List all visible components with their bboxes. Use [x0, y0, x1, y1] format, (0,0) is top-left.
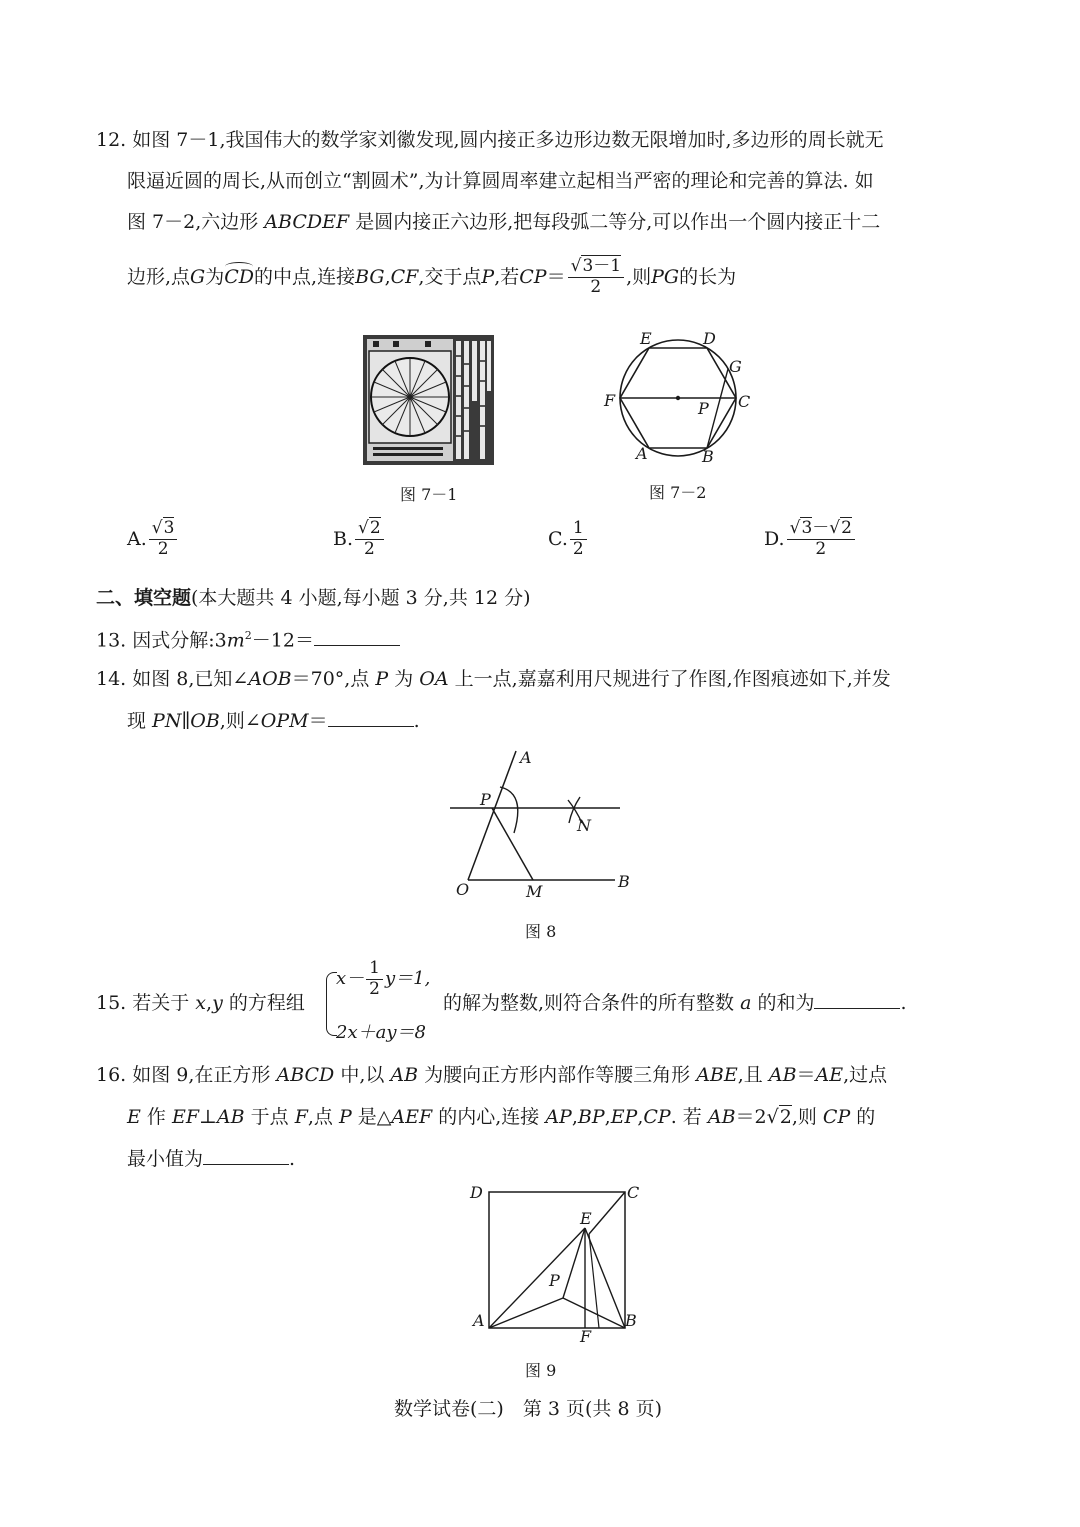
fig8-label-a: A [520, 748, 532, 767]
figure-9-caption: 图 9 [525, 1361, 557, 1380]
fig2-label-d: D [703, 329, 716, 348]
q14-answer-blank[interactable] [328, 724, 414, 727]
q15-answer-blank[interactable] [814, 1006, 900, 1009]
q16-line-3: 最小值为 . [127, 1148, 296, 1170]
fig9-label-f: F [580, 1327, 592, 1345]
fig2-label-f: F [604, 391, 616, 410]
q16-line-1: 16. 如图 9,在正方形 ABCD 中,以 AB 为腰向正方形内部作等腰三角形 ABE,且 AB＝AE,过点 [96, 1064, 888, 1086]
q13-answer-blank[interactable] [314, 643, 400, 646]
q15-line-tail: 的解为整数,则符合条件的所有整数 a 的和为 . [443, 992, 907, 1014]
fig9-label-d: D [470, 1183, 483, 1202]
option-c: C. $\frac{1}{2}$ [548, 520, 589, 559]
fig2-label-p: P [698, 399, 709, 418]
figure-7-1-image [363, 335, 494, 465]
arc-cd: CD [224, 265, 255, 288]
cp-fraction: $\frac{√3-1}{2}$ [568, 258, 624, 297]
option-b: B. $\frac{√2}{2}$ [333, 520, 386, 559]
figure-8-diagram [440, 745, 640, 905]
figure-7-1-caption: 图 7－1 [400, 485, 458, 504]
figure-9-diagram [465, 1180, 645, 1345]
page-footer: 数学试卷(二) 第 3 页(共 8 页) [394, 1398, 662, 1420]
fig8-label-m: M [526, 882, 543, 901]
fig8-label-o: O [456, 880, 470, 899]
section-2-heading: 二、填空题(本大题共 4 小题,每小题 3 分,共 12 分) [96, 587, 531, 609]
figure-7-2-caption: 图 7－2 [649, 483, 707, 502]
fig2-label-g: G [729, 357, 742, 376]
fig9-label-e: E [580, 1209, 592, 1228]
q15-equation-2: 2x＋ay＝8 [336, 1022, 426, 1043]
q12-line-1: 12. 如图 7－1,我国伟大的数学家刘徽发现,圆内接正多边形边数无限增加时,多边形的周长就无 [96, 129, 884, 151]
q16-answer-blank[interactable] [203, 1162, 289, 1165]
fig2-label-c: C [738, 392, 751, 411]
q12-line-3: 图 7－2,六边形 ABCDEF 是圆内接正六边形,把每段弧二等分,可以作出一个圆内接正十二 [127, 211, 881, 233]
fig9-label-b: B [625, 1311, 637, 1330]
fig9-label-a: A [473, 1311, 485, 1330]
fig8-label-n: N [577, 816, 591, 835]
q15-equation-1: x－ $\frac{1}{2}$ y＝1, [336, 958, 431, 999]
fig9-label-c: C [627, 1183, 640, 1202]
figure-8-caption: 图 8 [525, 922, 557, 941]
figure-7-2-diagram [598, 325, 758, 470]
fig9-label-p: P [549, 1271, 560, 1290]
fig2-label-b: B [702, 447, 714, 466]
q15-line: 15. 若关于 x,y 的方程组 [96, 992, 305, 1014]
q14-line-1: 14. 如图 8,已知∠AOB＝70°,点 P 为 OA 上一点,嘉嘉利用尺规进行了作图,作图痕迹如下,并发 [96, 668, 891, 690]
fig8-label-p: P [480, 790, 491, 809]
option-d: D. $\frac{√3-√2}{2}$ [764, 520, 857, 559]
q16-line-2: E 作 EF⊥AB 于点 F,点 P 是△AEF 的内心,连接 AP,BP,EP,CP. 若 AB＝2√2,则 CP 的 [127, 1106, 876, 1128]
q13-line: 13. 因式分解$:3m^2-12=$ [96, 630, 400, 650]
option-a: A. $\frac{√3}{2}$ [127, 520, 179, 559]
fig2-label-e: E [640, 329, 652, 348]
fig8-label-b: B [618, 872, 630, 891]
q14-line-2: 现 PN∥OB,则∠OPM＝ . [127, 710, 420, 732]
q12-line-4: 边形,点 G 为 CD 的中点,连接 BG , CF ,交于点 P ,若 CP ＝ $\frac{√3-1}{2}$ ,则 PG 的长为 [127, 255, 737, 297]
q12-line-2: 限逼近圆的周长,从而创立“割圆术”,为计算圆周率建立起相当严密的理论和完善的算法. 如 [127, 170, 874, 192]
fig2-label-a: A [636, 444, 648, 463]
